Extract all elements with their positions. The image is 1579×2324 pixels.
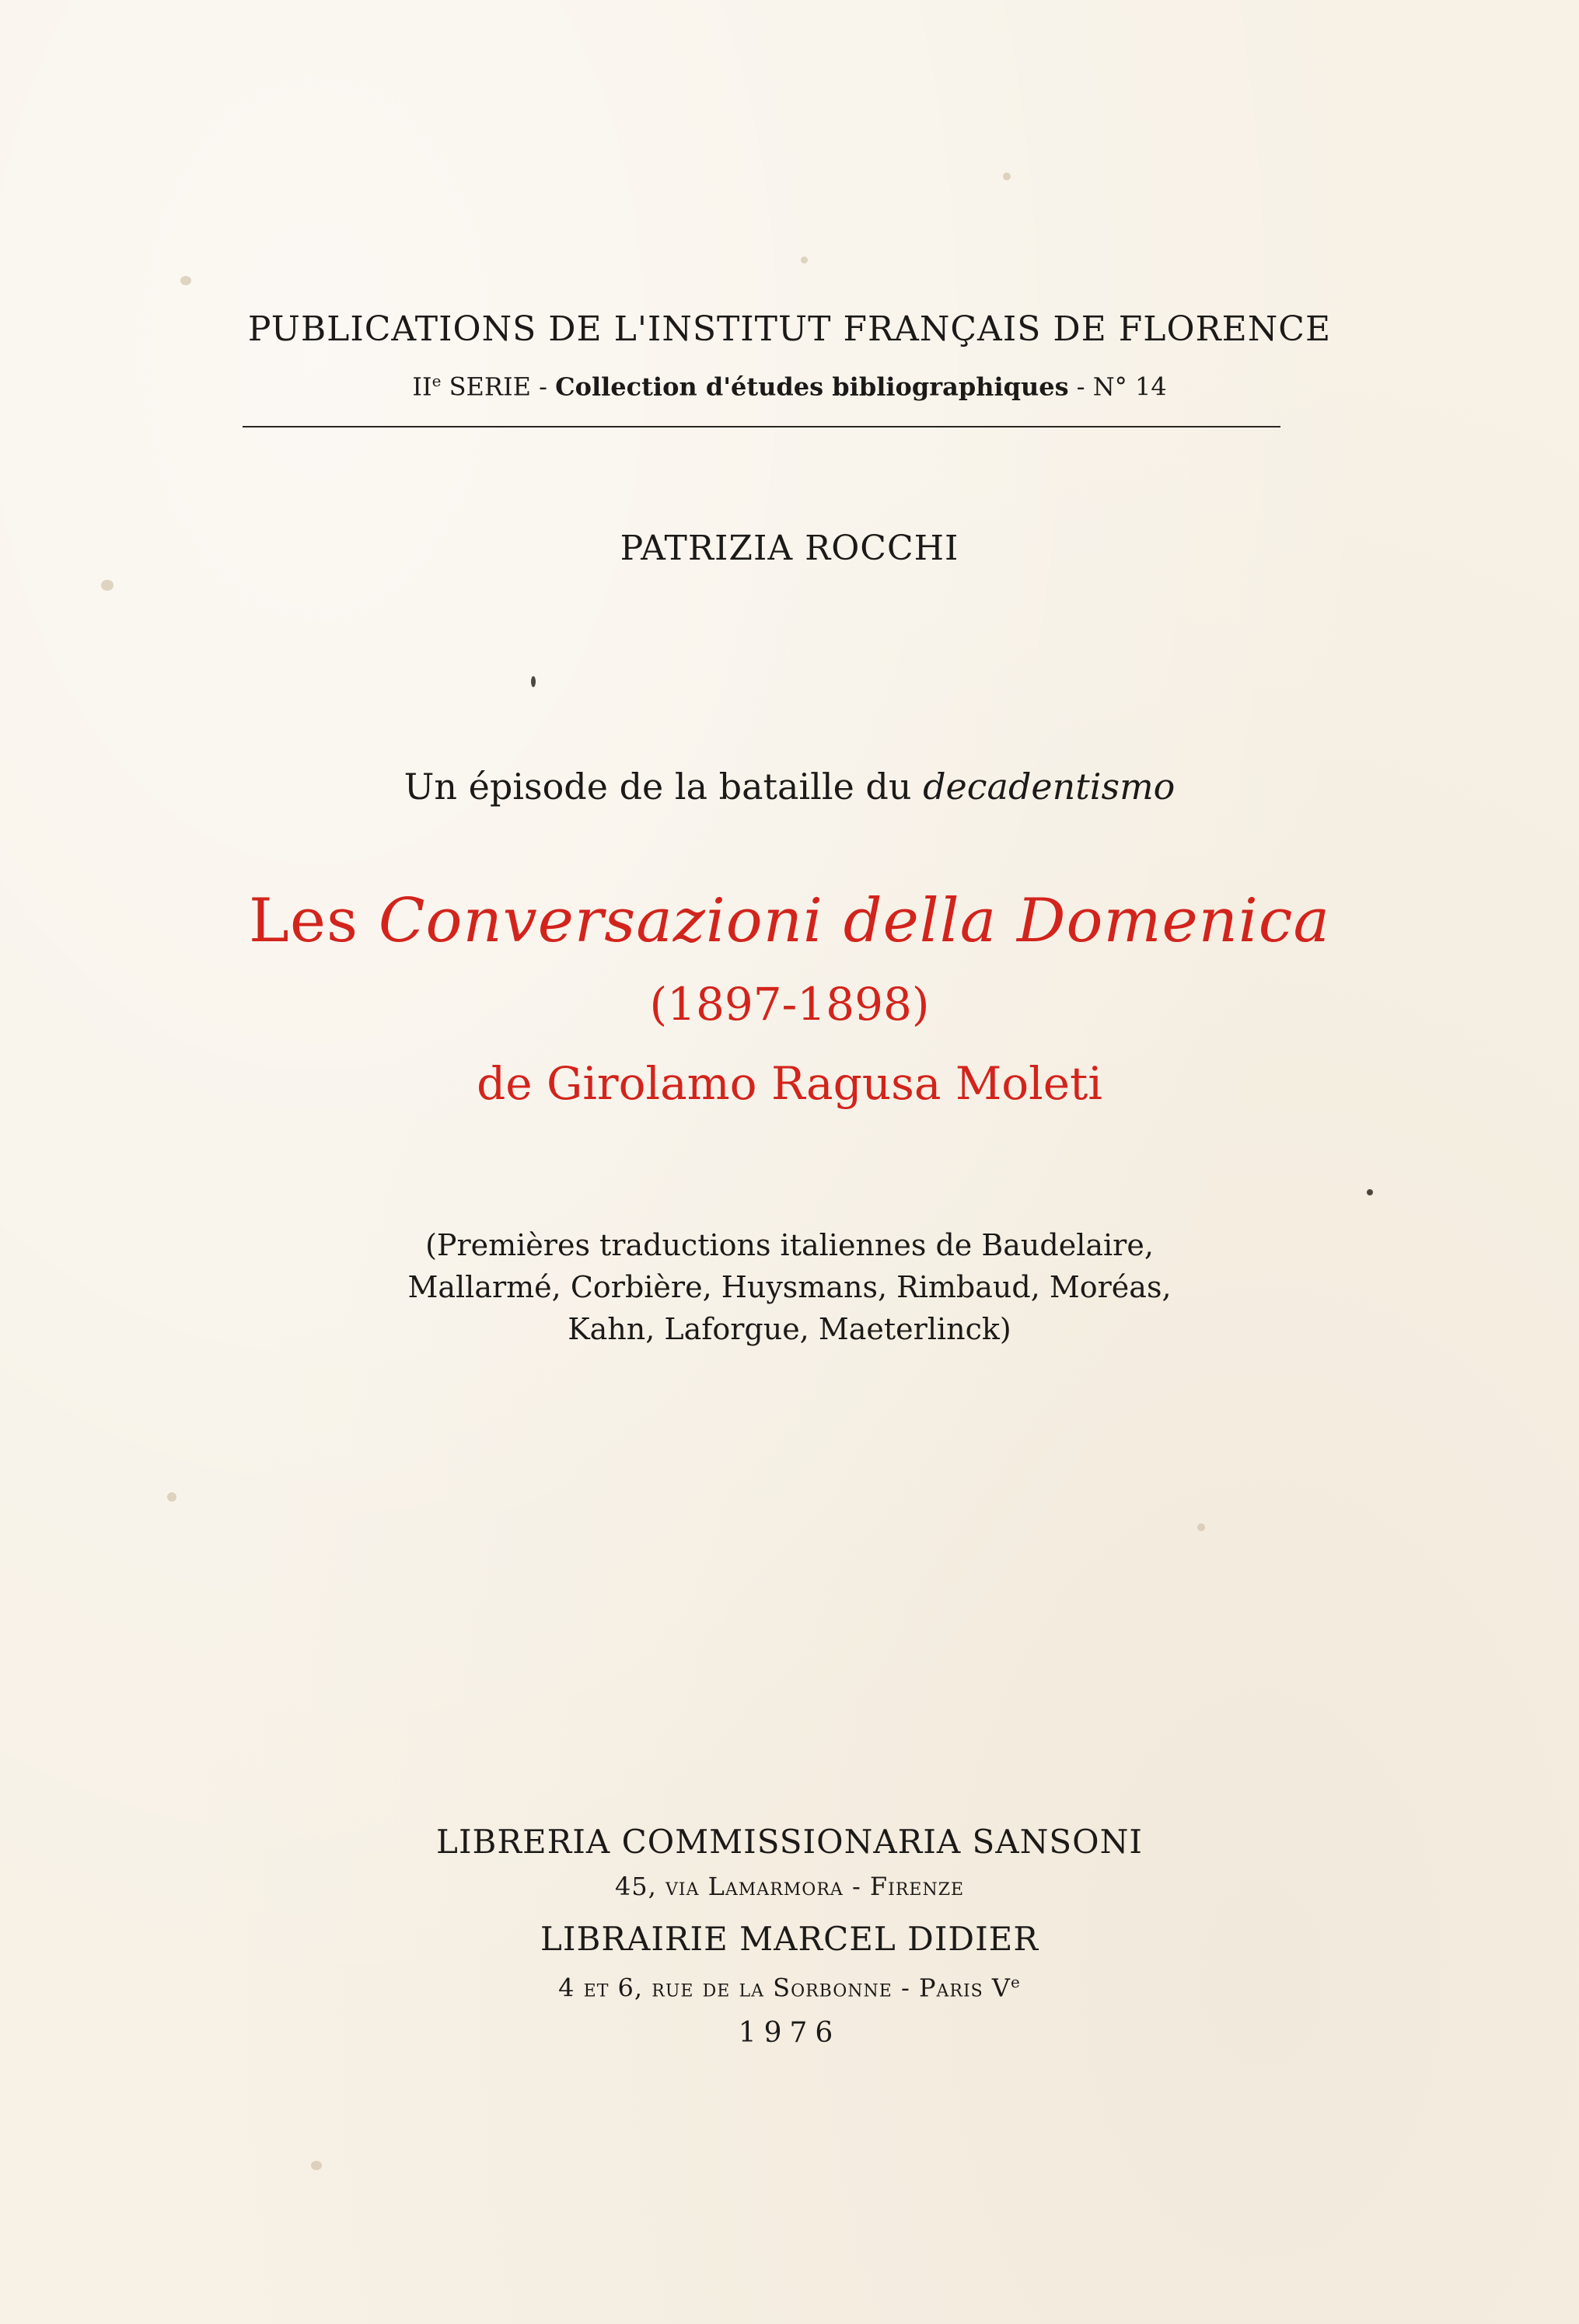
serie-numeral: II [412, 372, 432, 402]
number-label: N° [1092, 372, 1127, 402]
series-number: 14 [1134, 372, 1167, 402]
collection-name: Collection d'études bibliographiques [555, 372, 1069, 402]
address-paris-text: 4 et 6, rue de la Sorbonne - Paris V [558, 1973, 1011, 2003]
serie-sup: e [431, 372, 442, 390]
foxing-spot [531, 676, 536, 687]
foxing-spot [1003, 173, 1011, 180]
foxing-spot [180, 276, 191, 285]
subtitle-prefix: Un épisode de la bataille du [403, 766, 912, 808]
separator: - [1076, 372, 1085, 402]
foxing-spot [1197, 1523, 1205, 1531]
foxing-spot [167, 1492, 176, 1502]
address-paris-sup: e [1011, 1973, 1021, 1991]
address-paris [0, 1973, 1579, 2003]
foxing-spot [801, 256, 808, 263]
subtitle-italic: decadentismo [923, 766, 1176, 808]
foxing-spot [1367, 1189, 1373, 1195]
address-firenze: 45, via Lamarmora - Firenze [614, 1872, 965, 1901]
divider-rule [243, 426, 1280, 427]
note-line: Kahn, Laforgue, Maeterlinck) [568, 1312, 1011, 1346]
title-italic: Conversazioni della Domenica [378, 886, 1330, 956]
note-line: (Premières traductions italiennes de Baudelaire, [425, 1228, 1154, 1262]
separator: - [539, 372, 547, 402]
series-subtitle [0, 372, 1579, 402]
series-title: PUBLICATIONS DE L'INSTITUT FRANÇAIS DE FLORENCE [247, 309, 1332, 349]
author-name: PATRIZIA ROCCHI [620, 529, 959, 568]
note-line: Mallarmé, Corbière, Huysmans, Rimbaud, Moréas, [407, 1270, 1172, 1304]
publication-year: 1976 [738, 2017, 841, 2049]
publisher-sansoni: LIBRERIA COMMISSIONARIA SANSONI [436, 1823, 1143, 1861]
title-dates: (1897-1898) [649, 978, 930, 1031]
publisher-didier: LIBRAIRIE MARCEL DIDIER [540, 1920, 1039, 1958]
translations-note [0, 1224, 1579, 1350]
title-les: Les [249, 886, 359, 956]
foxing-spot [311, 2161, 322, 2170]
foxing-spot [101, 580, 114, 591]
serie-word: SERIE [449, 372, 531, 402]
subtitle [0, 766, 1579, 808]
main-title [0, 886, 1579, 956]
title-byline: de Girolamo Ragusa Moleti [477, 1057, 1102, 1110]
